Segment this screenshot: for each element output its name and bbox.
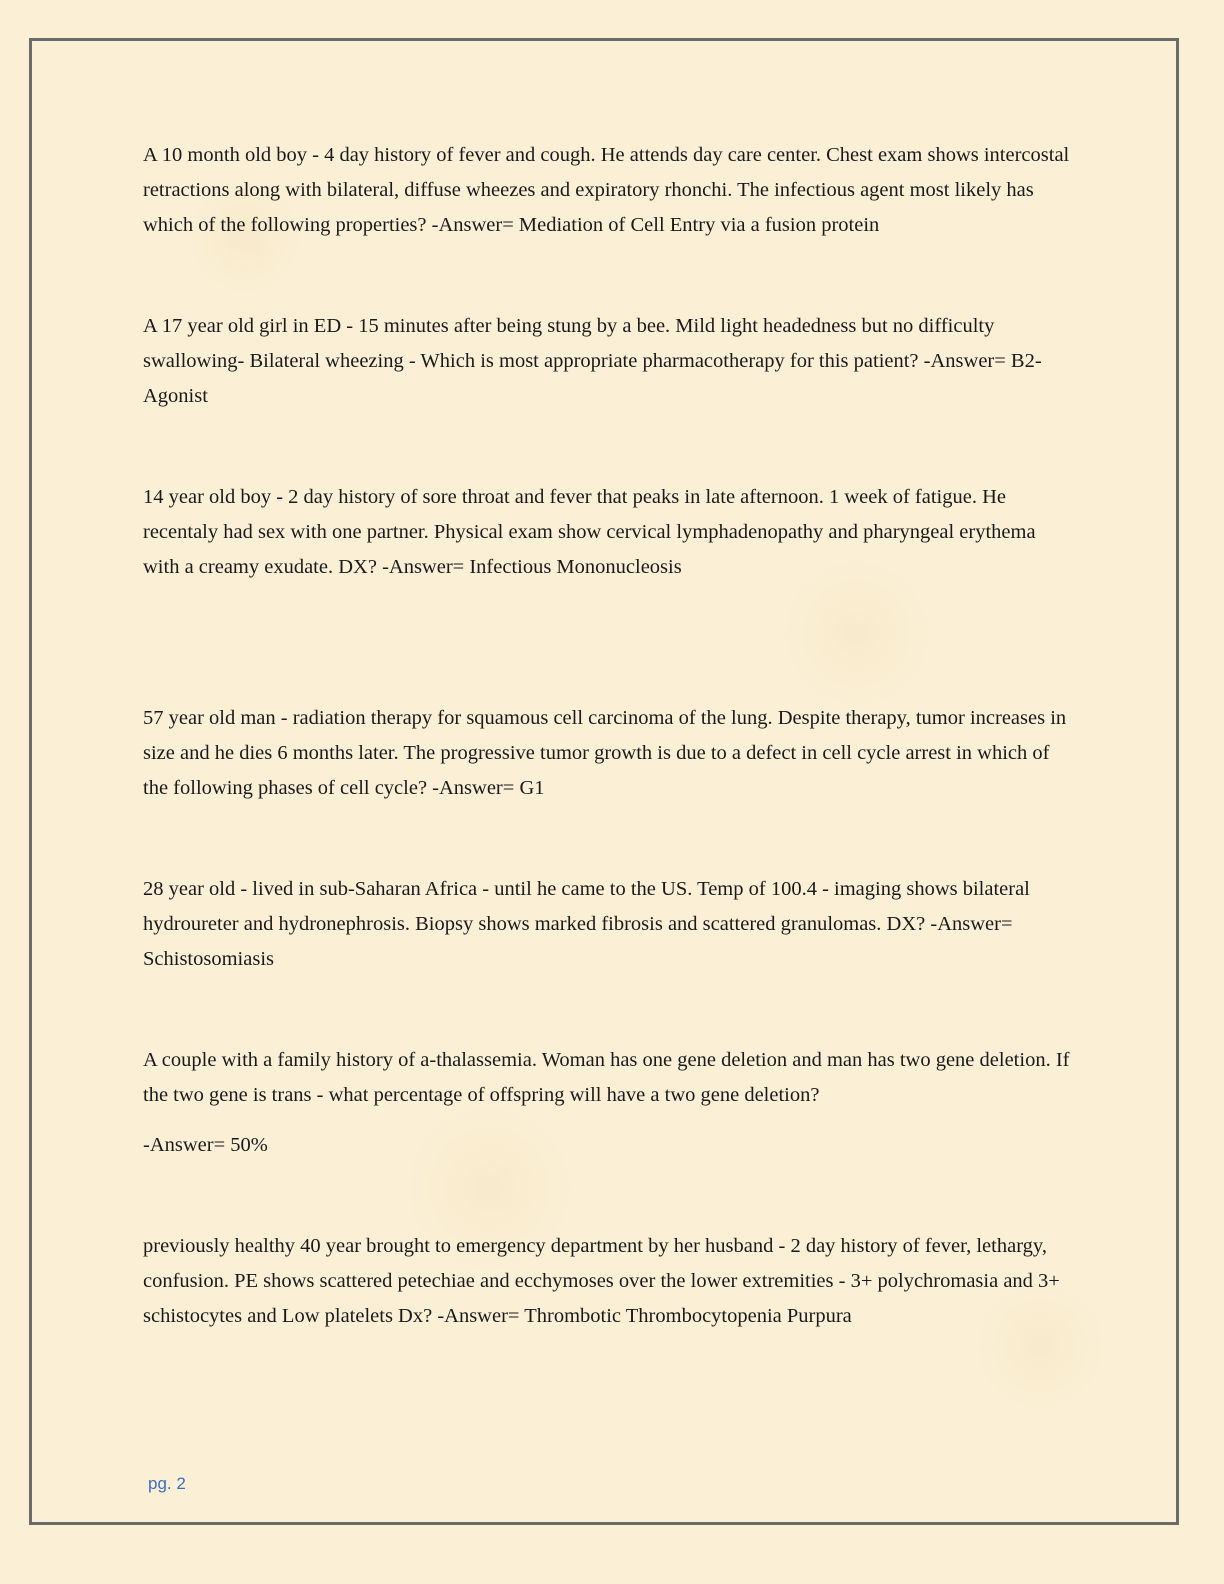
question-7: previously healthy 40 year brought to emergency department by her husband - 2 day history of fever, lethargy, confusion. PE shows scattered petechiae and ecchymoses over the lower extremities - 3+ polychromasia and 3+ schistocytes and Low platelets Dx? -Answer= Thrombotic Thrombocytopenia Purpura: [143, 1235, 1060, 1327]
question-1: A 10 month old boy - 4 day history of fever and cough. He attends day care center. Chest exam shows intercostal retractions along with bilateral, diffuse wheezes and expiratory rhonchi. The infectious agent most likely has which of the following properties? -Answer= Mediation of Cell Entry via a fusion protein: [143, 144, 1070, 236]
question-6-answer: -Answer= 50%: [143, 1134, 268, 1156]
question-2: A 17 year old girl in ED - 15 minutes after being stung by a bee. Mild light headedness but no difficulty swallowing- Bilateral wheezing - Which is most appropriate pharmacotherapy for this patient? -Answer= B2- Agonist: [143, 315, 1042, 407]
question-6: A couple with a family history of a-thalassemia. Woman has one gene deletion and man has two gene deletion. If the two gene is trans - what percentage of offspring will have a two gene deletion?: [143, 1049, 1070, 1106]
question-4: 57 year old man - radiation therapy for squamous cell carcinoma of the lung. Despite therapy, tumor increases in size and he dies 6 months later. The progressive tumor growth is due to a defect in cell cycle arrest in which of the following phases of cell cycle? -Answer= G1: [143, 707, 1067, 799]
question-5: 28 year old - lived in sub-Saharan Africa - until he came to the US. Temp of 100.4 - imaging shows bilateral hydroureter and hydronephrosis. Biopsy shows marked fibrosis and scattered granulomas. DX? -Answer= Schistosomiasis: [143, 878, 1030, 970]
question-3: 14 year old boy - 2 day history of sore throat and fever that peaks in late afternoon. 1 week of fatigue. He recentaly had sex with one partner. Physical exam show cervical lymphadenopathy and pharyngeal erythema with a creamy exudate. DX? -Answer= Infectious Mononucleosis: [143, 486, 1036, 578]
page-number: pg. 2: [148, 1474, 186, 1493]
